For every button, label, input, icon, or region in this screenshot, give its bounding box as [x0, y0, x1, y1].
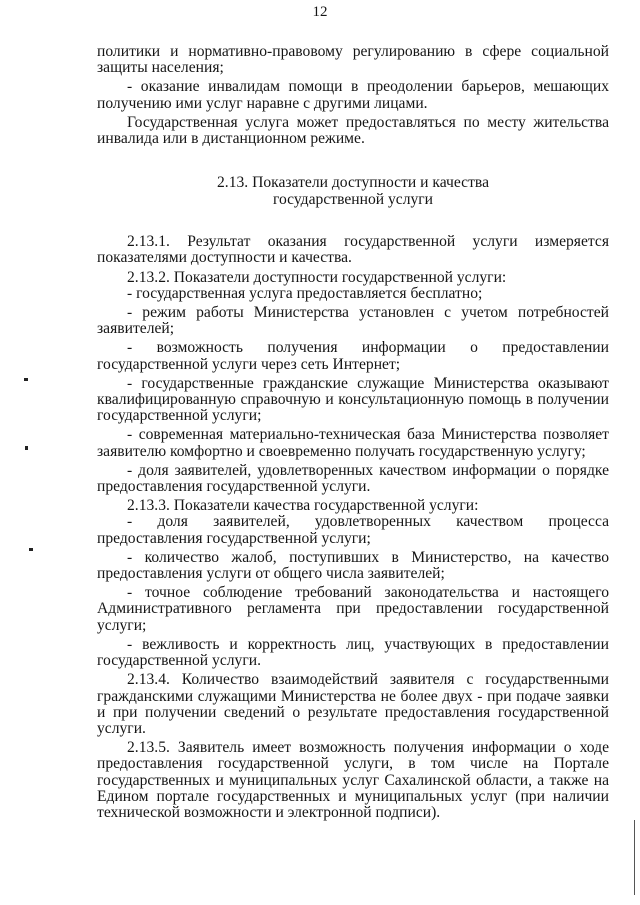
section-heading	[97, 174, 609, 208]
list-item-free-service: - государственная услуга предоставляется бесплатно;	[127, 284, 483, 302]
list-item-politeness: - вежливость и корректность лиц, участвующих в предоставлении государственной услуги.	[97, 635, 609, 670]
scan-speck	[29, 548, 33, 551]
paragraph-2-13-4: 2.13.4. Количество взаимодействий заявителя с государственными гражданскими служащими Министерства не более двух - при подаче заявки и при получении сведений о результате предоставления государственной услуги.	[97, 671, 609, 737]
page-number: 12	[312, 4, 328, 20]
list-item-internet-info: - возможность получения информации о предоставлении государственной услуги через сеть Интернет;	[97, 339, 609, 373]
paragraph-2-13-5: 2.13.5. Заявитель имеет возможность получения информации о ходе предоставления государственной услуги, в том числе на Портале государственных и муниципальных услуг Сахалинской области, а также на Едином портале государственных и муниципальных услуг (при наличии технической возможности и электронной подписи).	[97, 739, 609, 821]
list-item-consulting-help: - государственные гражданские служащие Министерства оказывают квалифицированную справочную и консультационную помощь в получении государственной услуги;	[97, 374, 609, 425]
list-item-complaints: - количество жалоб, поступивших в Министерство, на качество предоставления услуги от общего числа заявителей;	[97, 548, 609, 583]
document-body	[97, 44, 609, 821]
list-item-work-schedule: - режим работы Министерства установлен с учетом потребностей заявителей;	[97, 304, 609, 338]
paragraph-2-13-3: 2.13.3. Показатели качества государственной услуги:	[127, 497, 479, 515]
paragraph-intro-continuation: политики и нормативно-правовому регулированию в сфере социальной защиты населения;	[97, 43, 609, 77]
scan-edge-line	[634, 820, 635, 895]
list-item-process-satisfaction: - доля заявителей, удовлетворенных качеством процесса предоставления государственной услуги;	[97, 513, 609, 547]
paragraph-2-13-1: 2.13.1. Результат оказания государственной услуги измеряется показателями доступности и качества.	[97, 233, 609, 267]
list-item-compliance: - точное соблюдение требований законодательства и настоящего Административного регламента при предоставлении государственной услуги;	[97, 584, 609, 634]
section-heading-line-1: 2.13. Показатели доступности и качества	[217, 174, 489, 192]
scan-speck	[24, 378, 28, 381]
list-item-technical-base: - современная материально-техническая база Министерства позволяет заявителю комфортно и своевременно получать государственную услугу;	[97, 426, 609, 460]
paragraph-intro-remote: Государственная услуга может предоставляться по месту жительства инвалида или в дистанционном режиме.	[97, 113, 609, 148]
scan-speck	[25, 446, 28, 450]
section-heading-line-2: государственной услуги	[272, 191, 434, 209]
paragraph-intro-barriers: - оказание инвалидам помощи в преодолении барьеров, мешающих получению ими услуг наравне с другими лицами.	[97, 78, 609, 112]
paragraph-2-13-2: 2.13.2. Показатели доступности государственной услуги:	[127, 268, 507, 286]
list-item-info-satisfaction: - доля заявителей, удовлетворенных качеством информации о порядке предоставления государственной услуги.	[97, 461, 609, 496]
